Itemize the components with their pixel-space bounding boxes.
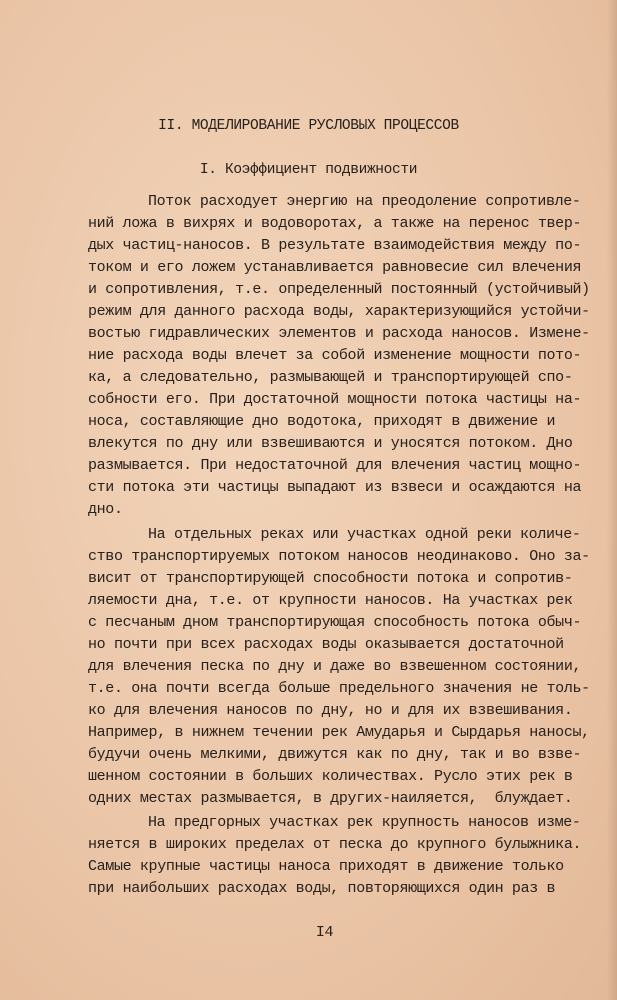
text-line: няется в широких пределах от песка до крупного булыжника. — [88, 836, 582, 853]
text-line: с песчаным дном транспортирующая способность потока обыч- — [88, 614, 582, 631]
text-line: будучи очень мелкими, движутся как по дну, так и во взве- — [88, 746, 582, 763]
text-line: дно. — [88, 501, 123, 518]
text-line: и сопротивления, т.е. определенный постоянный (устойчивый) — [88, 281, 590, 298]
text-line: ко для влечения наносов по дну, но и для их взвешивания. — [88, 702, 573, 719]
text-line: На предгорных участках рек крупность наносов изме- — [148, 814, 581, 831]
section-title: II. МОДЕЛИРОВАНИЕ РУСЛОВЫХ ПРОЦЕССОВ — [158, 118, 459, 134]
subsection-title: I. Коэффициент подвижности — [199, 162, 418, 178]
text-line: востью гидравлических элементов и расхода наносов. Измене- — [88, 325, 590, 342]
text-line: одних местах размывается, в других-наиляется, блуждает. — [88, 790, 573, 807]
text-line: Самые крупные частицы наноса приходят в движение только — [88, 858, 564, 875]
text-line: размывается. При недостаточной для влечения частиц мощно- — [88, 457, 582, 474]
text-line: Например, в нижнем течении рек Амударья и Сырдарья наносы, — [88, 724, 590, 741]
text-line: т.е. она почти всегда больше предельного значения не толь- — [88, 680, 590, 697]
text-line: ство транспортируемых потоком наносов неодинаково. Оно за- — [88, 548, 590, 565]
text-line: для влечения песка по дну и даже во взвешенном состоянии, — [88, 658, 582, 675]
text-line: ляемости дна, т.е. от крупности наносов. На участках рек — [88, 592, 573, 609]
text-line: Поток расходует энергию на преодоление сопротивле- — [148, 193, 581, 210]
text-line: шенном состоянии в больших количествах. Русло этих рек в — [88, 768, 573, 785]
text-line: влекутся по дну или взвешиваются и уносятся потоком. Дно — [88, 435, 573, 452]
text-line: дых частиц-наносов. В результате взаимодействия между по- — [88, 237, 582, 254]
text-line: режим для данного расхода воды, характеризующийся устойчи- — [88, 303, 590, 320]
text-line: собности его. При достаточной мощности потока частицы на- — [88, 391, 582, 408]
text-line: током и его ложем устанавливается равновесие сил влечения — [88, 259, 582, 276]
text-line: ний ложа в вихрях и водоворотах, а также на перенос твер- — [88, 215, 582, 232]
text-line: сти потока эти частицы выпадают из взвеси и осаждаются на — [88, 479, 582, 496]
page-number: I4 — [315, 924, 334, 941]
text-line: ние расхода воды влечет за собой изменение мощности пото- — [88, 347, 582, 364]
text-line: На отдельных реках или участках одной реки количе- — [148, 526, 581, 543]
text-line: но почти при всех расходах воды оказывается достаточной — [88, 636, 564, 653]
text-line: при наибольших расходах воды, повторяющихся один раз в — [88, 880, 556, 897]
text-line: ка, а следовательно, размывающей и транспортирующей спо- — [88, 369, 573, 386]
text-line: носа, составляющие дно водотока, приходят в движение и — [88, 413, 556, 430]
text-line: висит от транспортирующей способности потока и сопротив- — [88, 570, 573, 587]
